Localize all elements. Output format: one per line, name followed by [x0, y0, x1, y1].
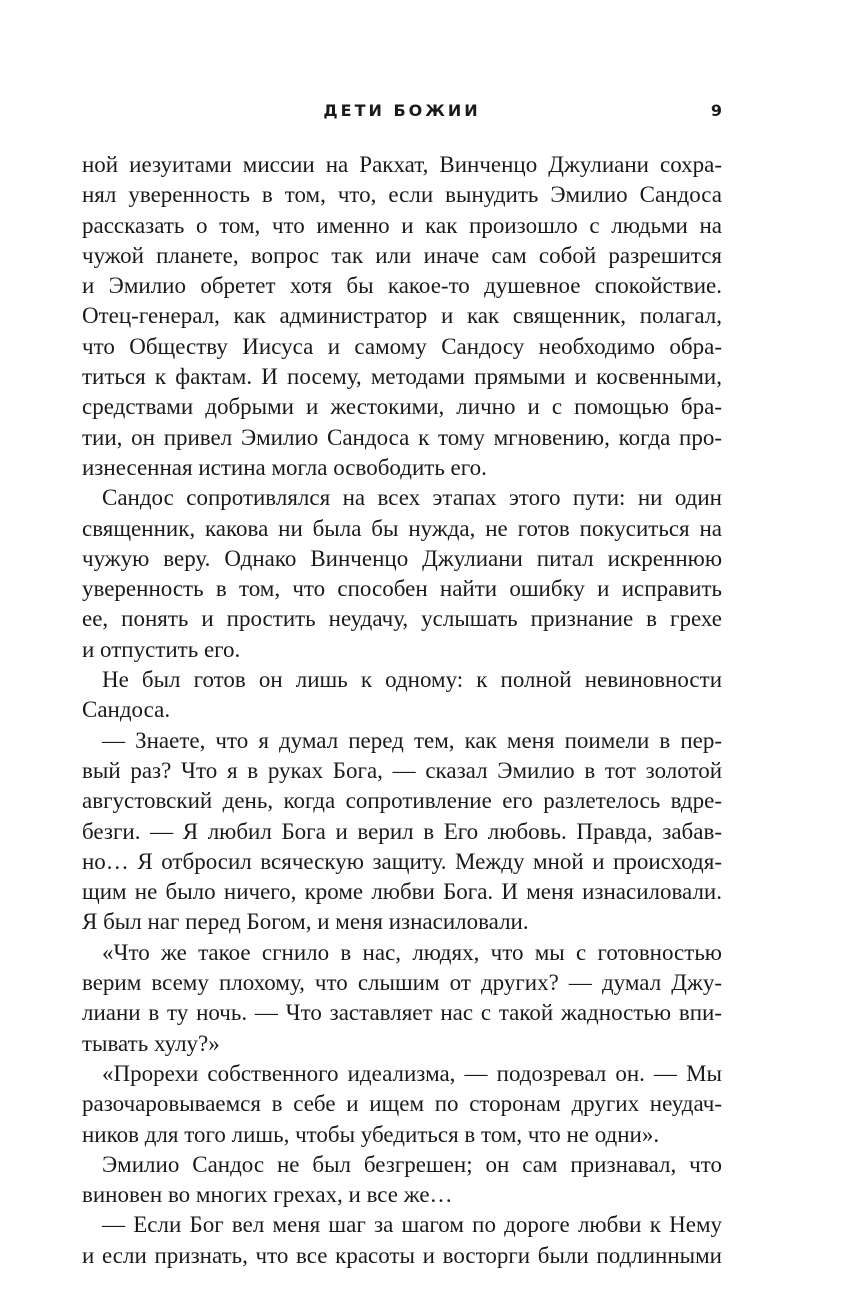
text-line: рассказать о том, что именно и как произошло с людьми на	[82, 212, 722, 238]
text-line: ее, понять и простить неудачу, услышать признание в грехе	[82, 606, 722, 632]
page-number: 9	[710, 101, 722, 120]
text-line: «Прорехи собственного идеализма, — подозревал он. — Мы	[102, 1060, 722, 1086]
body-text	[82, 150, 722, 1271]
text-line: чужой планете, вопрос так или иначе сам собой разрешится	[82, 242, 722, 268]
text-line: тывать хулу?»	[82, 1030, 220, 1056]
text-line: но… Я отбросил всяческую защиту. Между мной и происходя-	[82, 848, 722, 874]
text-line: — Знаете, что я думал перед тем, как меня поимели в пер-	[102, 727, 722, 753]
text-line: лиани в ту ночь. — Что заставляет нас с такой жадностью впи-	[82, 1000, 722, 1026]
text-line: тии, он привел Эмилио Сандоса к тому мгновению, когда про-	[82, 424, 722, 450]
text-line: безги. — Я любил Бога и верил в Его любовь. Правда, забав-	[82, 818, 722, 844]
text-line: вый раз? Что я в руках Бога, — сказал Эмилио в тот золотой	[82, 757, 722, 783]
text-line: Отец-генерал, как администратор и как священник, полагал,	[82, 303, 722, 329]
text-line: Не был готов он лишь к одному: к полной невиновности	[102, 667, 722, 693]
text-line: изнесенная истина могла освободить его.	[82, 454, 487, 480]
text-line: августовский день, когда сопротивление его разлетелось вдре-	[82, 788, 722, 814]
text-line: что Обществу Иисуса и самому Сандосу необходимо обра-	[82, 333, 722, 359]
running-title: ДЕТИ БОЖИИ	[323, 101, 481, 120]
text-line: чужую веру. Однако Винченцо Джулиани питал искреннюю	[82, 545, 722, 571]
text-line: ной иезуитами миссии на Ракхат, Винченцо Джулиани сохра-	[82, 152, 722, 177]
text-line: — Если Бог вел меня шаг за шагом по дороге любви к Нему	[102, 1212, 722, 1238]
text-line: Я был наг перед Богом, и меня изнасиловали.	[82, 909, 529, 935]
text-line: священник, какова ни была бы нужда, не готов покуситься на	[82, 515, 722, 541]
running-head	[82, 101, 722, 127]
text-line: уверенность в том, что способен найти ошибку и исправить	[82, 576, 722, 602]
text-line: Эмилио Сандос не был безгрешен; он сам признавал, что	[102, 1151, 722, 1177]
text-line: и Эмилио обретет хотя бы какое-то душевное спокойствие.	[82, 273, 722, 299]
text-line: Сандоса.	[82, 697, 171, 723]
text-line: верим всему плохому, что слышим от других? — думал Джу-	[82, 970, 722, 996]
text-line: нял уверенность в том, что, если вынудить Эмилио Сандоса	[82, 182, 722, 208]
text-line: титься к фактам. И посему, методами прямыми и косвенными,	[82, 364, 722, 390]
text-line: ников для того лишь, чтобы убедиться в том, что не одни».	[82, 1121, 660, 1147]
text-line: щим не было ничего, кроме любви Бога. И меня изнасиловали.	[82, 879, 722, 905]
text-line: разочаровываемся в себе и ищем по сторонам других неудач-	[82, 1091, 722, 1117]
text-line: Сандос сопротивлялся на всех этапах этого пути: ни один	[102, 485, 722, 511]
text-line: и отпустить его.	[82, 636, 241, 662]
text-line: виновен во многих грехах, и все же…	[82, 1182, 453, 1208]
text-line: средствами добрыми и жестокими, лично и с помощью бра-	[82, 394, 722, 420]
text-line: «Что же такое сгнило в нас, людях, что мы с готовностью	[102, 939, 722, 965]
text-line: и если признать, что все красоты и восторги были подлинными	[82, 1242, 722, 1268]
